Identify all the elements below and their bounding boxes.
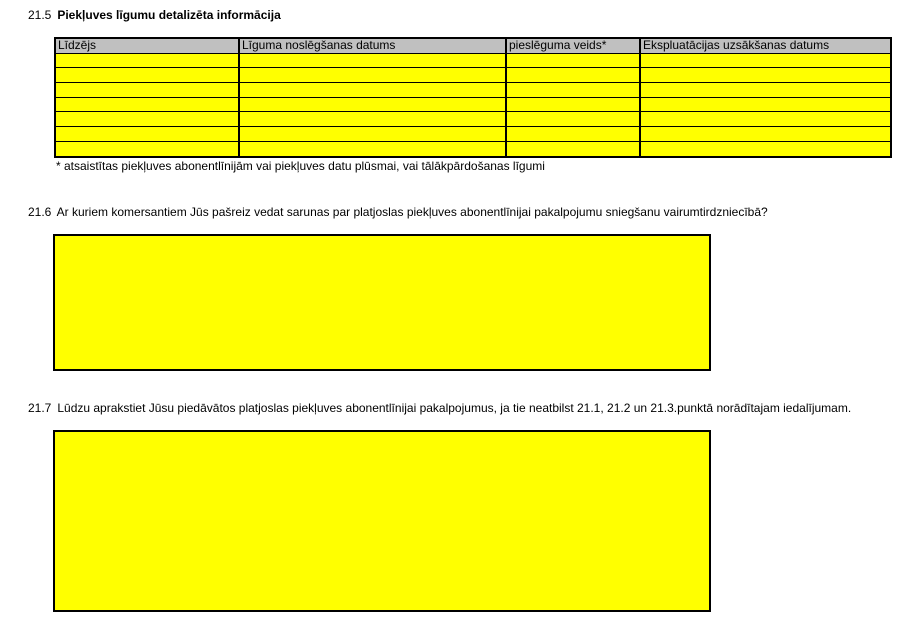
table-cell[interactable] [640,112,891,127]
table-cell[interactable] [55,112,239,127]
section-number: 21.6 [28,205,52,219]
table-cell[interactable] [640,68,891,83]
section-question: Lūdzu aprakstiet Jūsu piedāvātos platjoslas piekļuves abonentlīnijai pakalpojumus, ja tie neatbilst 21.1, 21.2 un 21.3.punktā norādītajam iedalījumam. [57,401,852,415]
section-title: Piekļuves līgumu detalizēta informācija [57,8,281,22]
table-cell[interactable] [55,97,239,112]
table-cell[interactable] [506,53,640,68]
column-header-operation-start: Ekspluatācijas uzsākšanas datums [640,38,891,53]
table-cell[interactable] [506,83,640,98]
table-cell[interactable] [55,53,239,68]
table-header-row [55,38,891,53]
agreements-table [54,37,892,158]
table-row [55,141,891,156]
table-cell[interactable] [506,141,640,156]
table-cell[interactable] [506,68,640,83]
table-cell[interactable] [506,97,640,112]
table-cell[interactable] [640,97,891,112]
column-header-connection-type: pieslēguma veids* [506,38,640,53]
section-21-7-heading [28,401,851,415]
table-row [55,53,891,68]
table-cell[interactable] [55,83,239,98]
negotiations-answer-field[interactable] [53,234,711,371]
table-cell[interactable] [640,53,891,68]
table-cell[interactable] [640,83,891,98]
section-question: Ar kuriem komersantiem Jūs pašreiz vedat sarunas par platjoslas piekļuves abonentlīnijai pakalpojumu sniegšanu vairumtirdzniecībā? [56,205,768,219]
table-cell[interactable] [239,127,506,142]
table-cell[interactable] [239,68,506,83]
services-description-field[interactable] [53,430,711,612]
table-cell[interactable] [640,141,891,156]
section-21-6-heading [28,205,768,219]
section-number: 21.5 [28,8,52,22]
table-cell[interactable] [239,97,506,112]
column-header-party: Līdzējs [55,38,239,53]
table-cell[interactable] [239,141,506,156]
table-cell[interactable] [506,112,640,127]
section-number: 21.7 [28,401,52,415]
table-cell[interactable] [640,127,891,142]
table-cell[interactable] [55,141,239,156]
table-cell[interactable] [55,68,239,83]
table-footnote: * atsaistītas piekļuves abonentlīnijām vai piekļuves datu plūsmai, vai tālākpārdošanas līgumi [56,159,545,173]
table-row [55,97,891,112]
table-cell[interactable] [239,53,506,68]
table-cell[interactable] [55,127,239,142]
table-cell[interactable] [239,83,506,98]
table-row [55,127,891,142]
section-21-5-heading [28,8,281,22]
table-row [55,68,891,83]
table-cell[interactable] [506,127,640,142]
table-cell[interactable] [239,112,506,127]
table-row [55,112,891,127]
table-row [55,83,891,98]
column-header-agreement-date: Līguma noslēgšanas datums [239,38,506,53]
